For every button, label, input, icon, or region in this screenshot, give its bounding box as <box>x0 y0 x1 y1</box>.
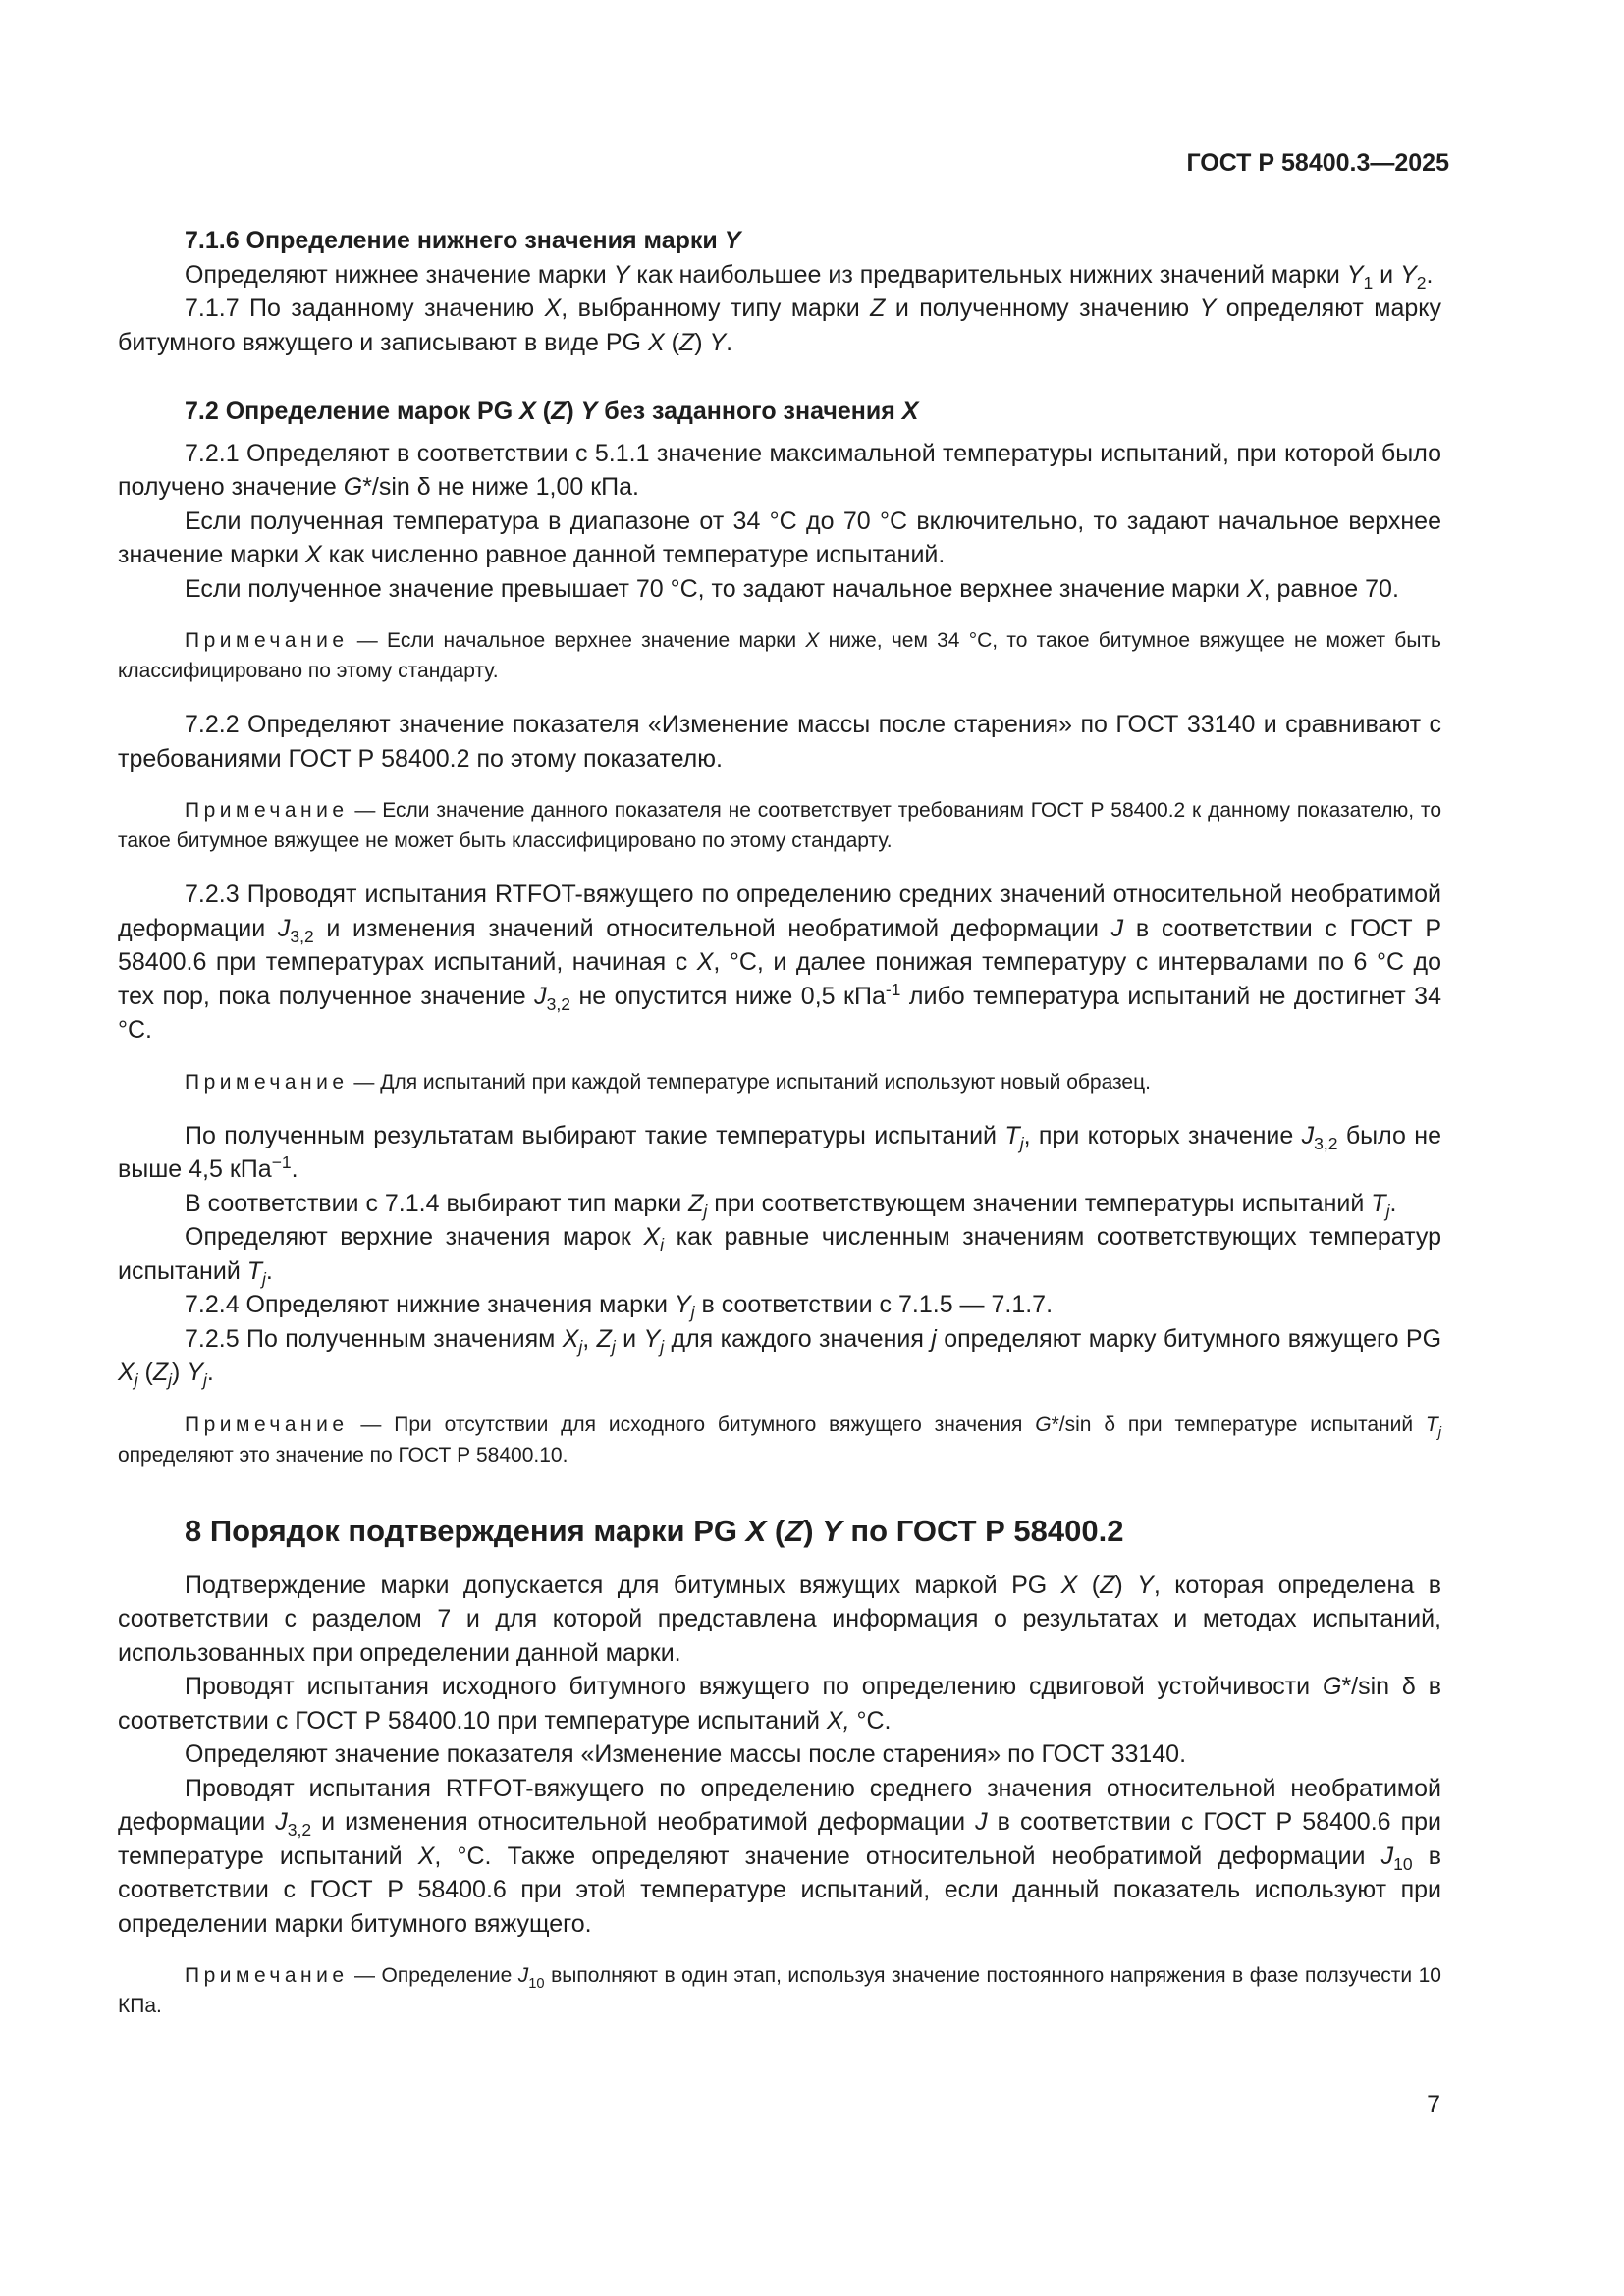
paragraph-8-shear-test: Проводят испытания исходного битумного вяжущего по определению сдвиговой устойчивости G*/sin δ в соответствии с ГОСТ Р 58400.10 при температуре испытаний X, °С. <box>118 1673 1441 1735</box>
paragraph-7-2-1-over70: Если полученное значение превышает 70 °С, то задают начальное верхнее значение марки X, равное 70. <box>185 574 1399 603</box>
paragraph-8-mass-change: Определяют значение показателя «Изменение массы после старения» по ГОСТ 33140. <box>185 1740 1187 1768</box>
page-number: 7 <box>1427 2091 1440 2118</box>
paragraph-7-2-4: 7.2.4 Определяют нижние значения марки $Y_j$ в соответствии с 7.1.5 — 7.1.7. <box>185 1291 1054 1322</box>
subsection-7-1-6-title: 7.1.6 Определение нижнего значения марки Y <box>185 227 741 254</box>
note-8: Примечание — Определение $J_{10}$ выполняют в один этап, используя значение постоянного напряжения в фазе ползучести 10 КПа. <box>118 1964 1441 2017</box>
paragraph-8-confirmation: Подтверждение марки допускается для битумных вяжущих маркой PG X (Z) Y, которая определена в соответствии с разделом 7 и для которой представлена информация о результатах и методах испытаний, использованных при определении данной марки. <box>118 1571 1441 1667</box>
note-7-2-5: Примечание — При отсутствии для исходного битумного вяжущего значения G*/sin δ при температуре испытаний $T_j$ определяют это значение по ГОСТ Р 58400.10. <box>118 1413 1441 1467</box>
document-id-header: ГОСТ Р 58400.3—2025 <box>1186 149 1449 177</box>
subsection-7-2-title: 7.2 Определение марок PG X (Z) Y без заданного значения X <box>185 398 919 425</box>
paragraph-7-2-3-grade-type: В соответствии с 7.1.4 выбирают тип марки $Z_j$ при соответствующем значении температуры испытаний $T_j$. <box>185 1189 1397 1221</box>
note-7-2-2: Примечание — Если значение данного показателя не соответствует требованиям ГОСТ Р 58400.2 к данному показателю, то такое битумное вяжущее не может быть классифицировано по этому стандарту. <box>118 799 1441 852</box>
paragraph-7-2-1: 7.2.1 Определяют в соответствии с 5.1.1 значение максимальной температуры испытаний, при которой было получено значение G*/sin δ не ниже 1,00 кПа. <box>118 439 1441 501</box>
paragraph-8-rtfot: Проводят испытания RTFOT-вяжущего по определению среднего значения относительной необратимой деформации $J_{3,2}$ и изменения относительной необратимой деформации J в соответствии с ГОСТ Р 58400.6 при температуре испытаний X, °С. Также определяют значение относительной необратимой деформации $J_{10}$ в соответствии с ГОСТ Р 58400.6 при этой температуре испытаний, если данный показатель используют при определении марки битумного вяжущего. <box>118 1774 1442 1938</box>
document-body <box>118 224 1441 2043</box>
paragraph-7-1-6: Определяют нижнее значение марки Y как наибольшее из предварительных нижних значений марки $Y_1$ и $Y_2$. <box>185 260 1434 293</box>
paragraph-7-2-3-select-temps: По полученным результатам выбирают такие температуры испытаний $T_j$, при которых значение $J_{3,2}$ было не выше 4,5 кПа$^{-1}$. <box>118 1121 1441 1183</box>
paragraph-7-2-2: 7.2.2 Определяют значение показателя «Изменение массы после старения» по ГОСТ 33140 и сравнивают с требованиями ГОСТ Р 58400.2 по этому показателю. <box>118 711 1441 773</box>
note-7-2-3: Примечание — Для испытаний при каждой температуре испытаний используют новый образец. <box>185 1070 1151 1094</box>
paragraph-7-1-7: 7.1.7 По заданному значению X, выбранному типу марки Z и полученному значению Y определяют марку битумного вяжущего и записывают в виде PG X (Z) Y. <box>118 294 1441 356</box>
paragraph-7-2-3: 7.2.3 Проводят испытания RTFOT-вяжущего по определению средних значений относительной необратимой деформации $J_{3,2}$ и изменения значений относительной необратимой деформации J в соответствии с ГОСТ Р 58400.6 при температурах испытаний, начиная с X, °С, и далее понижая температуру с интервалами по 6 °С до тех пор, пока полученное значение $J_{3,2}$ не опустится ниже 0,5 кПа$^{-1}$ либо температура испытаний не достигнет 34 °С. <box>118 881 1442 1043</box>
paragraph-7-2-1-range: Если полученная температура в диапазоне от 34 °С до 70 °С включительно, то задают начальное верхнее значение марки X как численно равное данной температуре испытаний. <box>118 507 1441 568</box>
note-7-2-1: Примечание — Если начальное верхнее значение марки X ниже, чем 34 °С, то такое битумное вяжущее не может быть классифицировано по этому стандарту. <box>118 629 1441 682</box>
paragraph-7-2-3-upper-values: Определяют верхние значения марок $X_i$ как равные численным значениям соответствующих температур испытаний $T_j$. <box>118 1223 1441 1289</box>
paragraph-7-2-5: 7.2.5 По полученным значениям $X_j$, $Z_j$ и $Y_j$ для каждого значения j определяют марку битумного вяжущего PG $X_j$ $(Z_j)$ $Y_j$. <box>118 1324 1442 1390</box>
section-8-title: 8 Порядок подтверждения марки PG X (Z) Y по ГОСТ Р 58400.2 <box>185 1513 1124 1548</box>
